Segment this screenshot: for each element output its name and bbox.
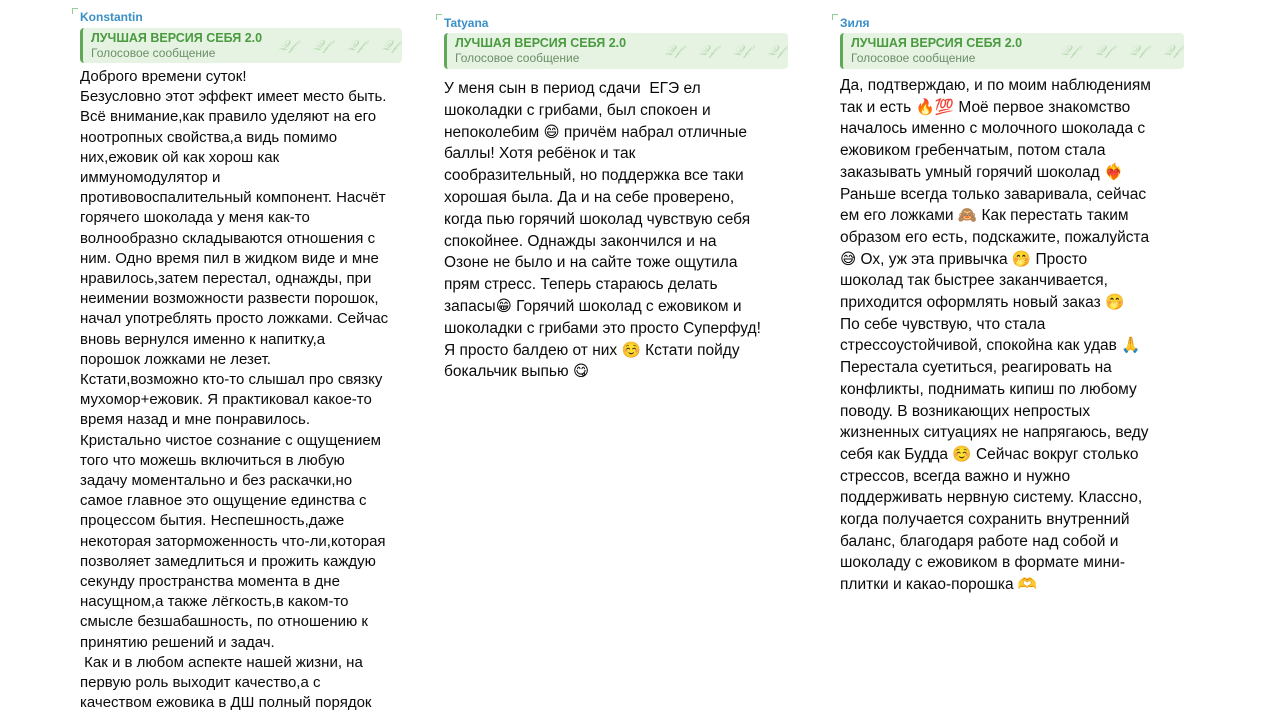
author-name[interactable]: Konstantin (80, 10, 143, 24)
reply-title: ЛУЧШАЯ ВЕРСИЯ СЕБЯ 2.0 (455, 36, 627, 50)
message-text: Да, подтверждаю, и по моим наблюдениям так и есть 🔥💯 Моё первое знакомство началось именно с молочного шоколада с ежовиком гребенчатым, потом стала заказывать умный горячий шоколад ❤️‍🔥 Раньше всегда только заваривала, сейчас ем его ложками 🙈 Как перестать таким образом его есть, подскажите, пожалуйста 😅 Ох, уж эта привычка 🤭 Просто шоколад так быстрее заканчивается, приходится оформлять новый заказ 🤭 По себе чувствую, что стала стрессоустойчивой, спокойна как удав 🙏 Перестала суетиться, реагировать на конфликты, поднимать кипиш по любому поводу. В возникающих непростых жизненных ситуациях не напрягаюсь, веду себя как Будда ☺️ Сейчас вокруг столько стрессов, всегда важно и нужно поддерживать нервную систему. Классно, когда получается сохранить внутренний баланс, благодаря работе над собой и шоколаду с ежовиком в формате мини- плитки и какао-порошка 🫶 (840, 77, 1151, 594)
reply-subtitle: Голосовое сообщение (851, 51, 976, 65)
message-card-konstantin (72, 8, 412, 720)
reply-preview[interactable] (80, 28, 402, 63)
reply-subtitle: Голосовое сообщение (91, 46, 216, 60)
reply-pattern-icon: 𝒬𝒻 𝒬𝒻 𝒬𝒻 𝒬𝒻 (1060, 43, 1180, 59)
reply-title: ЛУЧШАЯ ВЕРСИЯ СЕБЯ 2.0 (851, 36, 1023, 50)
author-name[interactable]: Зиля (840, 16, 870, 30)
reply-subtitle: Голосовое сообщение (455, 51, 580, 65)
message-card-zilya (832, 14, 1192, 604)
reply-pattern-icon: 𝒬𝒻 𝒬𝒻 𝒬𝒻 𝒬𝒻 (664, 43, 784, 59)
message-text: У меня сын в период сдачи ЕГЭ ел шоколадки с грибами, был спокоен и непоколебим 😄 причём набрал отличные баллы! Хотя ребёнок и так сообразительный, но поддержка все таки хорошая была. Да и на себе проверено, когда пью горячий шоколад чувствую себя спокойнее. Однажды закончился и на Озоне не было и на сайте тоже ощутила прям стресс. Теперь стараюсь делать запасы😁 Горячий шоколад с ежовиком и шоколадки с грибами это просто Суперфуд! Я просто балдею от них ☺️ Кстати пойду бокальчик выпью 😋 (444, 80, 761, 381)
message-card-tatyana (436, 14, 796, 394)
reply-pattern-icon: 𝒬𝒻 𝒬𝒻 𝒬𝒻 𝒬𝒻 (278, 37, 398, 54)
message-text: Доброго времени суток! Безусловно этот эффект имеет место быть. Всё внимание,как правило уделяют на его ноотропных свойства,а видь помимо них,ежовик ой как хорош как иммуномодулятор и противовоспалительный компонент. Насчёт горячего шоколада у меня как-то волнообразно складываются отношения с ним. Одно время пил в жидком виде и мне нравилось,затем перестал, однажды, при неимении возможности развести порошок, начал употреблять просто ложками. Сейчас вновь вернулся именно к напитку,а порошок ложками не лезет. Кстати,возможно кто-то слышал про связку мухомор+ежовик. Я практиковал какое-то время назад и мне понравилось. Кристально чистое сознание с ощущением того что можешь включиться в любую задачу моментально и без раскачки,но самое главное это ощущение единства с процессом бытия. Неспешность,даже некоторая заторможенность что-ли,которая позволяет замедлиться и прожить каждую секунду пространства момента в дне насущном,а также лёгкость,в каком-то смысле безшабашность, по отношению к принятию решений и задач. Как и в любом аспекте нашей жизни, на первую роль выходит качество,а с качеством ежовика в ДШ полный порядок (80, 68, 389, 712)
reply-title: ЛУЧШАЯ ВЕРСИЯ СЕБЯ 2.0 (91, 31, 263, 45)
reply-preview[interactable] (840, 33, 1184, 69)
reply-preview[interactable] (444, 33, 788, 69)
author-name[interactable]: Tatyana (444, 16, 489, 30)
